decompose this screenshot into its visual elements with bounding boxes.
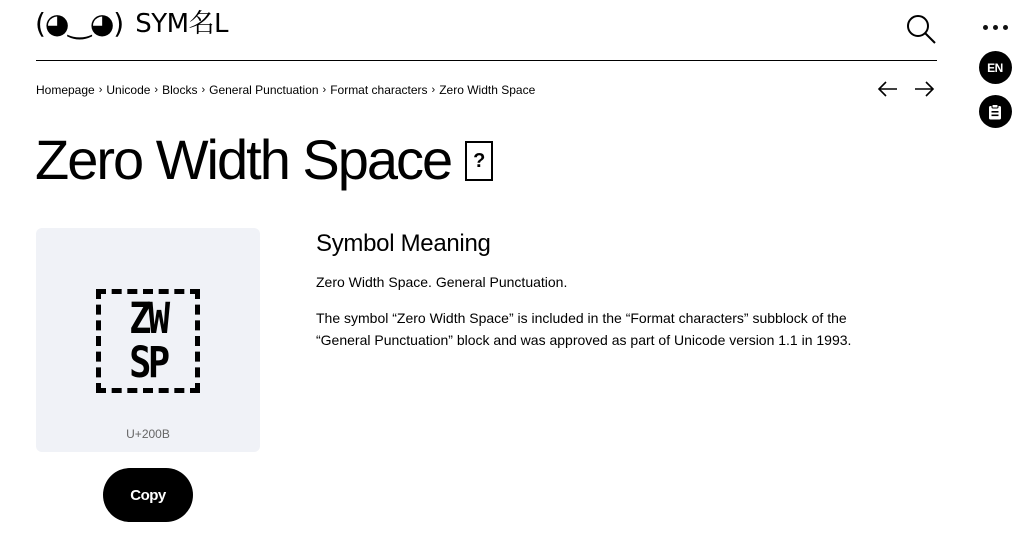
more-dots-icon[interactable] [983, 16, 1008, 38]
logo-text: SYM名L [135, 9, 229, 39]
symbol-navigation [877, 78, 935, 100]
side-toolbar [978, 16, 1012, 128]
symbol-title: Zero Width Space [35, 128, 452, 191]
symbol-meaning [316, 229, 916, 351]
breadcrumb-blocks[interactable]: Blocks [162, 83, 198, 97]
logo-face: (◕‿◕) [35, 7, 124, 40]
breadcrumb-unicode[interactable]: Unicode [106, 83, 151, 97]
arrow-right-icon[interactable] [913, 78, 935, 100]
breadcrumb-separator: › [98, 84, 103, 96]
breadcrumb-separator: › [154, 84, 159, 96]
title-glyph: ? [465, 141, 493, 181]
meaning-description: The symbol “Zero Width Space” is included in the “Format characters” subblock of the “General Punctuation” block and was approved as part of Unicode version 1.1 in 1993. [316, 310, 852, 348]
breadcrumb-current[interactable]: Zero Width Space [439, 83, 536, 97]
meaning-short: Zero Width Space. General Punctuation. [316, 274, 568, 290]
breadcrumb-general-punctuation[interactable]: General Punctuation [209, 83, 319, 97]
page-title [35, 128, 493, 192]
breadcrumb-format-characters[interactable]: Format characters [330, 83, 428, 97]
arrow-left-icon[interactable] [877, 78, 899, 100]
site-logo[interactable] [35, 6, 228, 42]
zwsp-glyph [96, 289, 200, 393]
codepoint-label: U+200B [126, 427, 170, 441]
breadcrumb [36, 82, 535, 98]
language-button[interactable]: EN [979, 51, 1012, 84]
breadcrumb-homepage[interactable]: Homepage [36, 83, 95, 97]
clipboard-icon[interactable] [979, 95, 1012, 128]
breadcrumb-separator: › [322, 84, 327, 96]
meaning-heading: Symbol Meaning [316, 230, 491, 257]
breadcrumb-separator: › [431, 84, 436, 96]
header-divider [36, 60, 937, 61]
copy-button[interactable]: Copy [103, 468, 193, 522]
symbol-card [36, 228, 260, 452]
glyph-line-2: SP [129, 338, 167, 388]
search-icon[interactable] [905, 13, 937, 45]
glyph-line-1: ZW [129, 294, 167, 344]
breadcrumb-separator: › [201, 84, 206, 96]
